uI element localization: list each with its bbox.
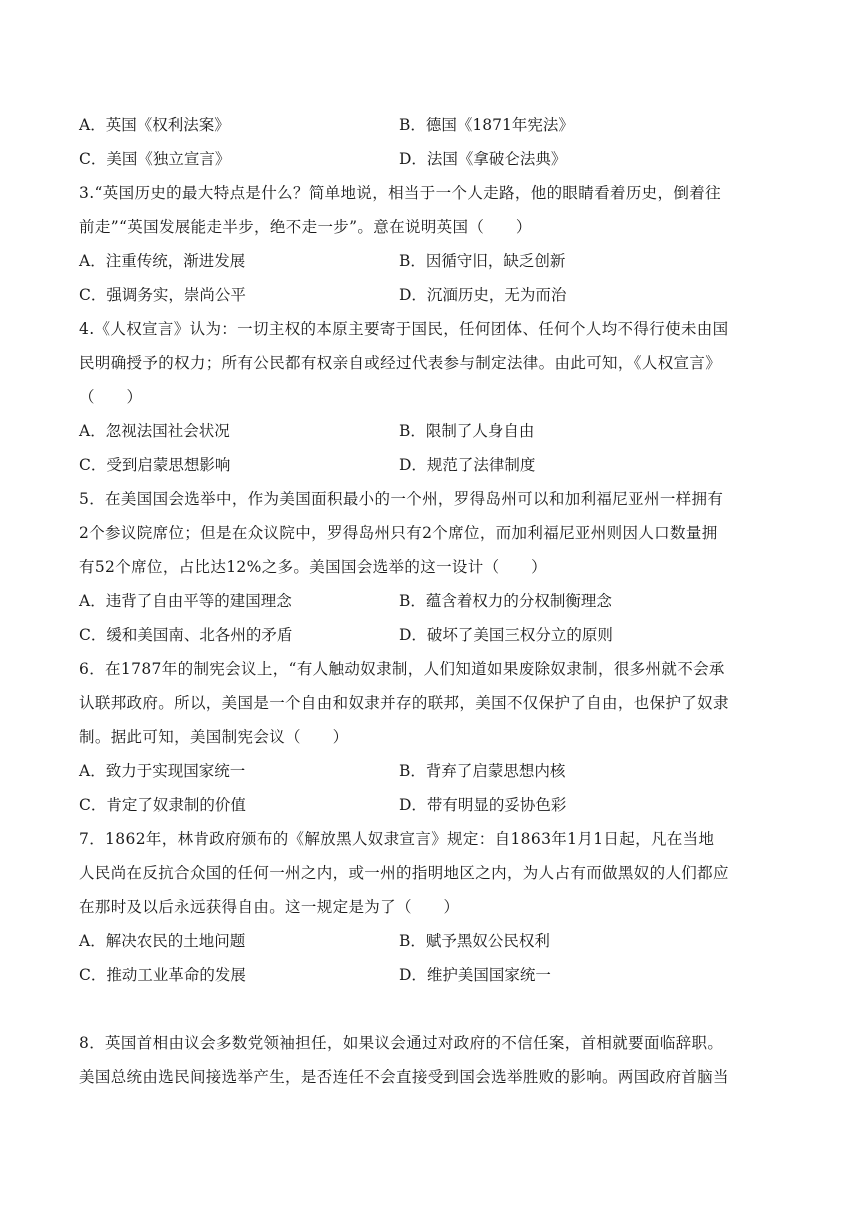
spacer <box>79 992 784 1026</box>
question-text-line: 制。据此可知，美国制宪会议（ ） <box>79 728 349 746</box>
exam-page <box>79 108 784 1094</box>
option-right: B．背弃了启蒙思想内核 <box>399 762 566 780</box>
question-text-line: 有52个席位，占比达12%之多。美国国会选举的这一设计（ ） <box>79 558 548 576</box>
option-left: A．违背了自由平等的建国理念 <box>79 592 292 610</box>
question-text-line: 8．英国首相由议会多数党领袖担任，如果议会通过对政府的不信任案，首相就要面临辞职。 <box>79 1034 724 1052</box>
option-left: A．英国《权利法案》 <box>79 116 230 134</box>
option-right: B．因循守旧，缺乏创新 <box>399 252 566 270</box>
option-left: C．推动工业革命的发展 <box>79 966 246 984</box>
option-left: A．忽视法国社会状况 <box>79 422 230 440</box>
option-row <box>79 278 784 312</box>
option-row <box>79 924 784 958</box>
option-row <box>79 142 784 176</box>
option-row <box>79 244 784 278</box>
option-left: C．肯定了奴隶制的价值 <box>79 796 246 814</box>
question-text-line: 6．在1787年的制宪会议上，“有人触动奴隶制，人们知道如果废除奴隶制，很多州就不会承 <box>79 660 725 678</box>
option-right: B．赋予黑奴公民权利 <box>399 932 550 950</box>
option-row <box>79 414 784 448</box>
question-text-line: 美国总统由选民间接选举产生，是否连任不会直接受到国会选举胜败的影响。两国政府首脑当 <box>79 1068 729 1086</box>
question-text-line: （ ） <box>79 388 143 406</box>
option-right: D．法国《拿破仑法典》 <box>399 150 567 168</box>
option-left: C．强调务实，崇尚公平 <box>79 286 246 304</box>
option-row <box>79 754 784 788</box>
option-left: C．美国《独立宣言》 <box>79 150 231 168</box>
question-text-line: 2个参议院席位；但是在众议院中，罗得岛州只有2个席位，而加利福尼亚州则因人口数量拥 <box>79 524 718 542</box>
option-left: C．受到启蒙思想影响 <box>79 456 231 474</box>
question-text-line: 5．在美国国会选举中，作为美国面积最小的一个州，罗得岛州可以和加利福尼亚州一样拥有 <box>79 490 724 508</box>
question-text-line: 民明确授予的权力；所有公民都有权亲自或经过代表参与制定法律。由此可知，《人权宣言》 <box>79 354 722 372</box>
option-row <box>79 618 784 652</box>
option-right: B．蕴含着权力的分权制衡理念 <box>399 592 612 610</box>
question-text-line: 前走”“英国发展能走半步，绝不走一步”。意在说明英国（ ） <box>79 218 532 236</box>
option-row <box>79 788 784 822</box>
question-text-line: 人民尚在反抗合众国的任何一州之内，或一州的指明地区之内，为人占有而做黑奴的人们都应 <box>79 864 729 882</box>
option-row <box>79 958 784 992</box>
option-left: C．缓和美国南、北各州的矛盾 <box>79 626 293 644</box>
question-text-line: 3.“英国历史的最大特点是什么？简单地说，相当于一个人走路，他的眼睛看着历史，倒着往 <box>79 184 721 202</box>
option-left: A．注重传统，渐进发展 <box>79 252 246 270</box>
option-row <box>79 584 784 618</box>
option-right: D．沉湎历史，无为而治 <box>399 286 567 304</box>
question-text-line: 7．1862年，林肯政府颁布的《解放黑人奴隶宣言》规定：自1863年1月1日起，凡在当地 <box>79 830 715 848</box>
option-right: B．德国《1871年宪法》 <box>399 116 574 134</box>
option-right: D．破坏了美国三权分立的原则 <box>399 626 613 644</box>
option-row <box>79 448 784 482</box>
option-right: D．维护美国国家统一 <box>399 966 551 984</box>
question-text-line: 在那时及以后永远获得自由。这一规定是为了（ ） <box>79 898 460 916</box>
question-text-line: 认联邦政府。所以，美国是一个自由和奴隶并存的联邦，美国不仅保护了自由，也保护了奴隶 <box>79 694 729 712</box>
option-left: A．致力于实现国家统一 <box>79 762 246 780</box>
option-row <box>79 108 784 142</box>
option-left: A．解决农民的土地问题 <box>79 932 246 950</box>
option-right: D．带有明显的妥协色彩 <box>399 796 567 814</box>
option-right: D．规范了法律制度 <box>399 456 536 474</box>
question-text-line: 4.《人权宣言》认为：一切主权的本原主要寄于国民，任何团体、任何个人均不得行使未由国 <box>79 320 729 338</box>
option-right: B．限制了人身自由 <box>399 422 535 440</box>
